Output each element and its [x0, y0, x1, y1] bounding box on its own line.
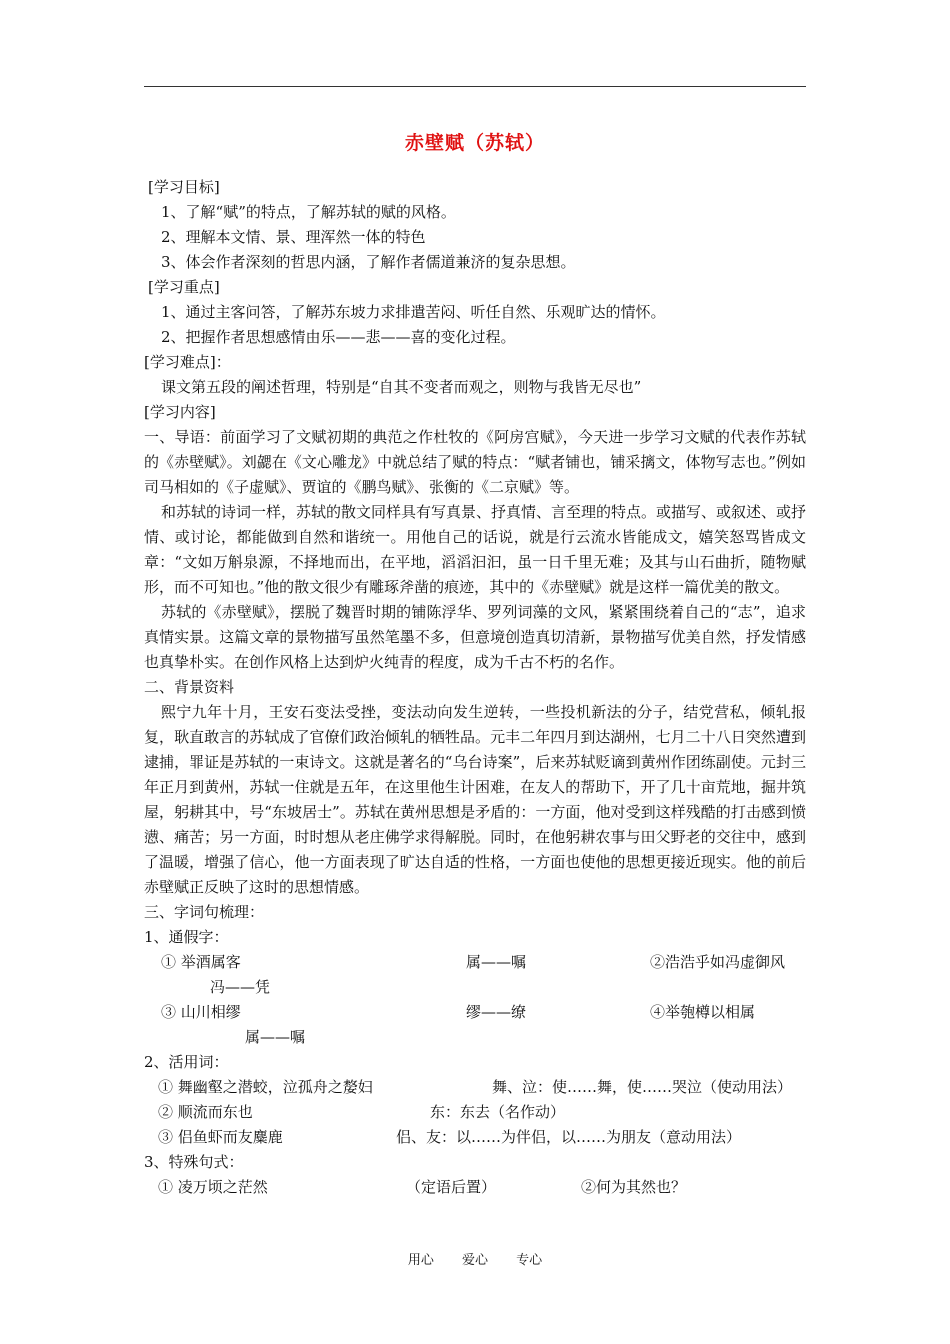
goals-heading: [学习目标] — [148, 178, 220, 196]
footer-word: 爱心 — [461, 1253, 488, 1268]
footer-word: 用心 — [407, 1253, 434, 1268]
huoyong-note: 侣、友：以……为伴侣，以……为朋友（意动用法） — [396, 1128, 742, 1146]
page-title: 赤壁赋（苏轼） — [404, 132, 545, 154]
intro-paragraph-1: 一、导语：前面学习了文赋初期的典范之作杜牧的《阿房宫赋》，今天进一步学习文赋的代表作苏轼的《赤壁赋》。刘勰在《文心雕龙》中就总结了赋的特点：“赋者铺也，铺采摛文，体物写志也。”例如司马相如的《子虚赋》、贾谊的《鹏鸟赋》、张衡的《二京赋》等。 — [144, 428, 806, 496]
huoyong-row — [144, 1100, 806, 1125]
huoyong-row — [144, 1125, 806, 1150]
teshu-row — [144, 1175, 806, 1200]
tongjia-heading: 1、通假字： — [144, 928, 229, 946]
teshu-sentence: ②何为其然也？ — [581, 1178, 687, 1196]
focus-heading: [学习重点] — [148, 278, 220, 296]
tongjia-row — [144, 1025, 806, 1050]
huoyong-sentence: ① 舞幽壑之潜蛟，泣孤舟之嫠妇 — [158, 1078, 373, 1096]
goal-item: 1、了解“赋”的特点，了解苏轼的赋的风格。 — [161, 203, 456, 221]
difficulty-heading: [学习难点]： — [144, 353, 231, 371]
tongjia-row — [144, 975, 806, 1000]
huoyong-sentence: ② 顺流而东也 — [158, 1103, 253, 1121]
huoyong-sentence: ③ 侣鱼虾而友麋鹿 — [158, 1128, 283, 1146]
tongjia-note: 属——嘱 — [466, 953, 527, 971]
intro-paragraph-2: 和苏轼的诗词一样，苏轼的散文同样具有写真景、抒真情、言至理的特点。或描写、或叙述、或抒情、或讨论，都能做到自然和谐统一。用他自己的话说，就是行云流水皆能成文，嬉笑怒骂皆成文章：“文如万斛泉源，不择地而出，在平地，滔滔汩汩，虽一日千里无难；及其与山石曲折，随物赋形，而不可知也。”他的散文很少有雕琢斧凿的痕迹，其中的《赤壁赋》就是这样一篇优美的散文。 — [144, 503, 807, 596]
huoyong-row — [144, 1075, 806, 1100]
tongjia-sentence: ③ 山川相缪 — [161, 1003, 241, 1021]
tongjia-note: 属——嘱 — [245, 1028, 306, 1046]
tongjia-row — [144, 950, 806, 975]
tongjia-row — [144, 1000, 806, 1025]
focus-item: 2、把握作者思想感情由乐——悲——喜的变化过程。 — [161, 328, 516, 346]
huoyong-heading: 2、活用词： — [144, 1053, 229, 1071]
teshu-heading: 3、特殊句式： — [144, 1153, 244, 1171]
background-paragraph: 熙宁九年十月，王安石变法受挫，变法动向发生逆转，一些投机新法的分子，结党营私，倾轧报复，耿直敢言的苏轼成了官僚们政治倾轧的牺牲品。元丰二年四月到达湖州，七月二十八日突然遭到逮捕，罪证是苏轼的一束诗文。这就是著名的“乌台诗案”，后来苏轼贬谪到黄州作团练副使。元封三年正月到黄州，苏轼一住就是五年，在这里他生计困难，在友人的帮助下，开了几十亩荒地，掘井筑屋，躬耕其中，号“东坡居士”。苏轼在黄州思想是矛盾的：一方面，他对受到这样残酷的打击感到愤懑、痛苦；另一方面，时时想从老庄佛学求得解脱。同时，在他躬耕农事与田父野老的交往中，感到了温暖，增强了信心，他一方面表现了旷达自适的性格，一方面也使他的思想更接近现实。他的前后赤壁赋正反映了这时的思想情感。 — [144, 703, 806, 896]
goal-item: 3、体会作者深刻的哲思内涵，了解作者儒道兼济的复杂思想。 — [161, 253, 576, 271]
footer-word: 专心 — [516, 1253, 543, 1268]
tongjia-note: 冯——凭 — [210, 978, 271, 996]
intro-paragraph-3: 苏轼的《赤壁赋》，摆脱了魏晋时期的铺陈浮华、罗列词藻的文风，紧紧围绕着自己的“志”，追求真情实景。这篇文章的景物描写虽然笔墨不多，但意境创造真切清新，景物描写优美自然，抒发情感也真挚朴实。在创作风格上达到炉火纯青的程度，成为千古不朽的名作。 — [144, 603, 806, 671]
tongjia-sentence: ④举匏樽以相属 — [650, 1003, 756, 1021]
teshu-sentence: ① 凌万顷之茫然 — [158, 1178, 268, 1196]
focus-item: 1、通过主客问答，了解苏东坡力求排遣苦闷、听任自然、乐观旷达的情怀。 — [161, 303, 666, 321]
difficulty-text: 课文第五段的阐述哲理，特别是“自其不变者而观之，则物与我皆无尽也” — [161, 378, 642, 396]
teshu-note: （定语后置） — [406, 1178, 497, 1196]
page-footer — [0, 1249, 950, 1268]
background-heading: 二、背景资料 — [144, 678, 235, 696]
huoyong-note: 舞、泣：使……舞，使……哭泣（使动用法） — [492, 1078, 793, 1096]
tongjia-sentence: ②浩浩乎如冯虚御风 — [650, 953, 786, 971]
words-heading: 三、字词句梳理： — [144, 903, 265, 921]
header-rule — [144, 86, 806, 87]
document-body — [144, 175, 806, 1200]
huoyong-note: 东：东去（名作动） — [430, 1103, 566, 1121]
content-heading: [学习内容] — [144, 403, 216, 421]
tongjia-note: 缪——缭 — [466, 1003, 527, 1021]
goal-item: 2、理解本文情、景、理浑然一体的特色 — [161, 228, 426, 246]
tongjia-sentence: ① 举酒属客 — [161, 953, 241, 971]
